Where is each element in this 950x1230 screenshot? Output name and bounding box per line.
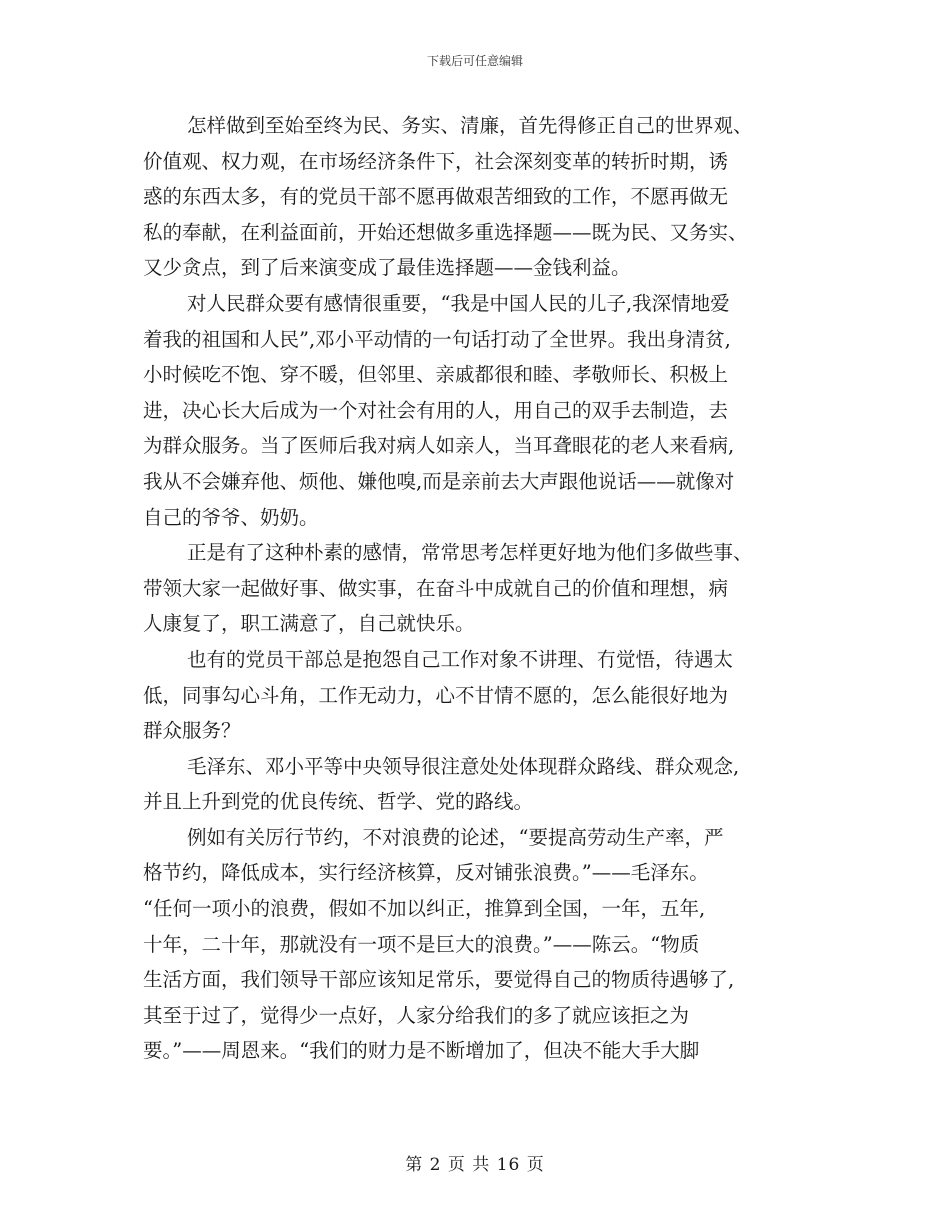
text-line: 又少贪点，到了后来演变成了最佳选择题——金钱利益。	[143, 256, 631, 280]
text-line: 其至于过了，觉得少一点好，人家分给我们的多了就应该拒之为	[143, 1003, 690, 1027]
text-line: 怎样做到至始至终为民、务实、清廉，首先得修正自己的世界观、	[187, 114, 753, 137]
text-line: 低，同事勾心斗角，工作无动力，心不甘情不愿的，怎么能很好地为	[143, 683, 729, 707]
text-line: 对人民群众要有感情很重要，“我是中国人民的儿子,我深情地爱	[187, 291, 730, 315]
text-line: 毛泽东、邓小平等中央领导很注意处处体现群众路线、群众观念,	[187, 754, 740, 778]
page-number-footer: 第 2 页 共 16 页	[405, 1155, 545, 1175]
text-line: 格节约，降低成本，实行经济核算，反对铺张浪费。”——毛泽东。	[143, 861, 709, 885]
paragraph-5	[143, 749, 813, 820]
text-line: 着我的祖国和人民”,邓小平动情的一句话打动了全世界。我出身清贫,	[143, 327, 731, 351]
text-line: “任何一项小的浪费，假如不加以纠正，推算到全国，一年，五年,	[143, 897, 706, 921]
text-line: 私的奉献，在利益面前，开始还想做多重选择题——既为民、又务实、	[143, 220, 748, 244]
paragraph-3	[143, 535, 813, 642]
text-line: 要。”——周恩来。“我们的财力是不断增加了，但决不能大手大脚	[143, 1039, 700, 1063]
text-line: 自己的爷爷、奶奶。	[143, 505, 319, 529]
paragraph-4	[143, 642, 813, 749]
text-line: 价值观、权力观，在市场经济条件下，社会深刻变革的转折时期，诱	[143, 149, 729, 173]
text-line: 我从不会嫌弃他、烦他、嫌他嗅,而是亲前去大声跟他说话——就像对	[143, 469, 735, 493]
paragraph-2	[143, 286, 813, 535]
text-line: 生活方面，我们领导干部应该知足常乐，要觉得自己的物质待遇够了,	[143, 968, 735, 992]
paragraph-6	[143, 820, 813, 1069]
text-line: 十年，二十年，那就没有一项不是巨大的浪费。”——陈云。“物质	[143, 932, 700, 956]
page-header: 下载后可任意编辑	[426, 54, 523, 68]
text-line: 也有的党员干部总是抱怨自己工作对象不讲理、冇觉悟，待遇太	[187, 647, 734, 671]
text-line: 进，决心长大后成为一个对社会有用的人，用自己的双手去制造，去	[143, 398, 729, 422]
text-line: 人康复了，职工满意了，自己就快乐。	[143, 612, 475, 636]
text-line: 并且上升到党的优良传统、哲学、党的路线。	[143, 790, 534, 814]
text-line: 带领大家一起做好事、做实事，在奋斗中成就自己的价值和理想，病	[143, 576, 729, 600]
text-line: 小时候吃不饱、穿不暖，但邻里、亲戚都很和睦、孝敬师长、积极上	[143, 363, 729, 387]
document-body	[143, 108, 813, 1069]
text-line: 正是有了这种朴素的感情，常常思考怎样更好地为他们多做些事、	[187, 541, 753, 565]
text-line: 为群众服务。当了医师后我对病人如亲人，当耳聋眼花的老人来看病,	[143, 434, 735, 458]
paragraph-1	[143, 108, 813, 286]
text-line: 群众服务？	[143, 719, 241, 743]
text-line: 惑的东西太多，有的党员干部不愿再做艰苦细致的工作，不愿再做无	[143, 185, 729, 209]
text-line: 例如有关厉行节约，不对浪费的论述，“要提高劳动生产率，严	[187, 825, 724, 849]
